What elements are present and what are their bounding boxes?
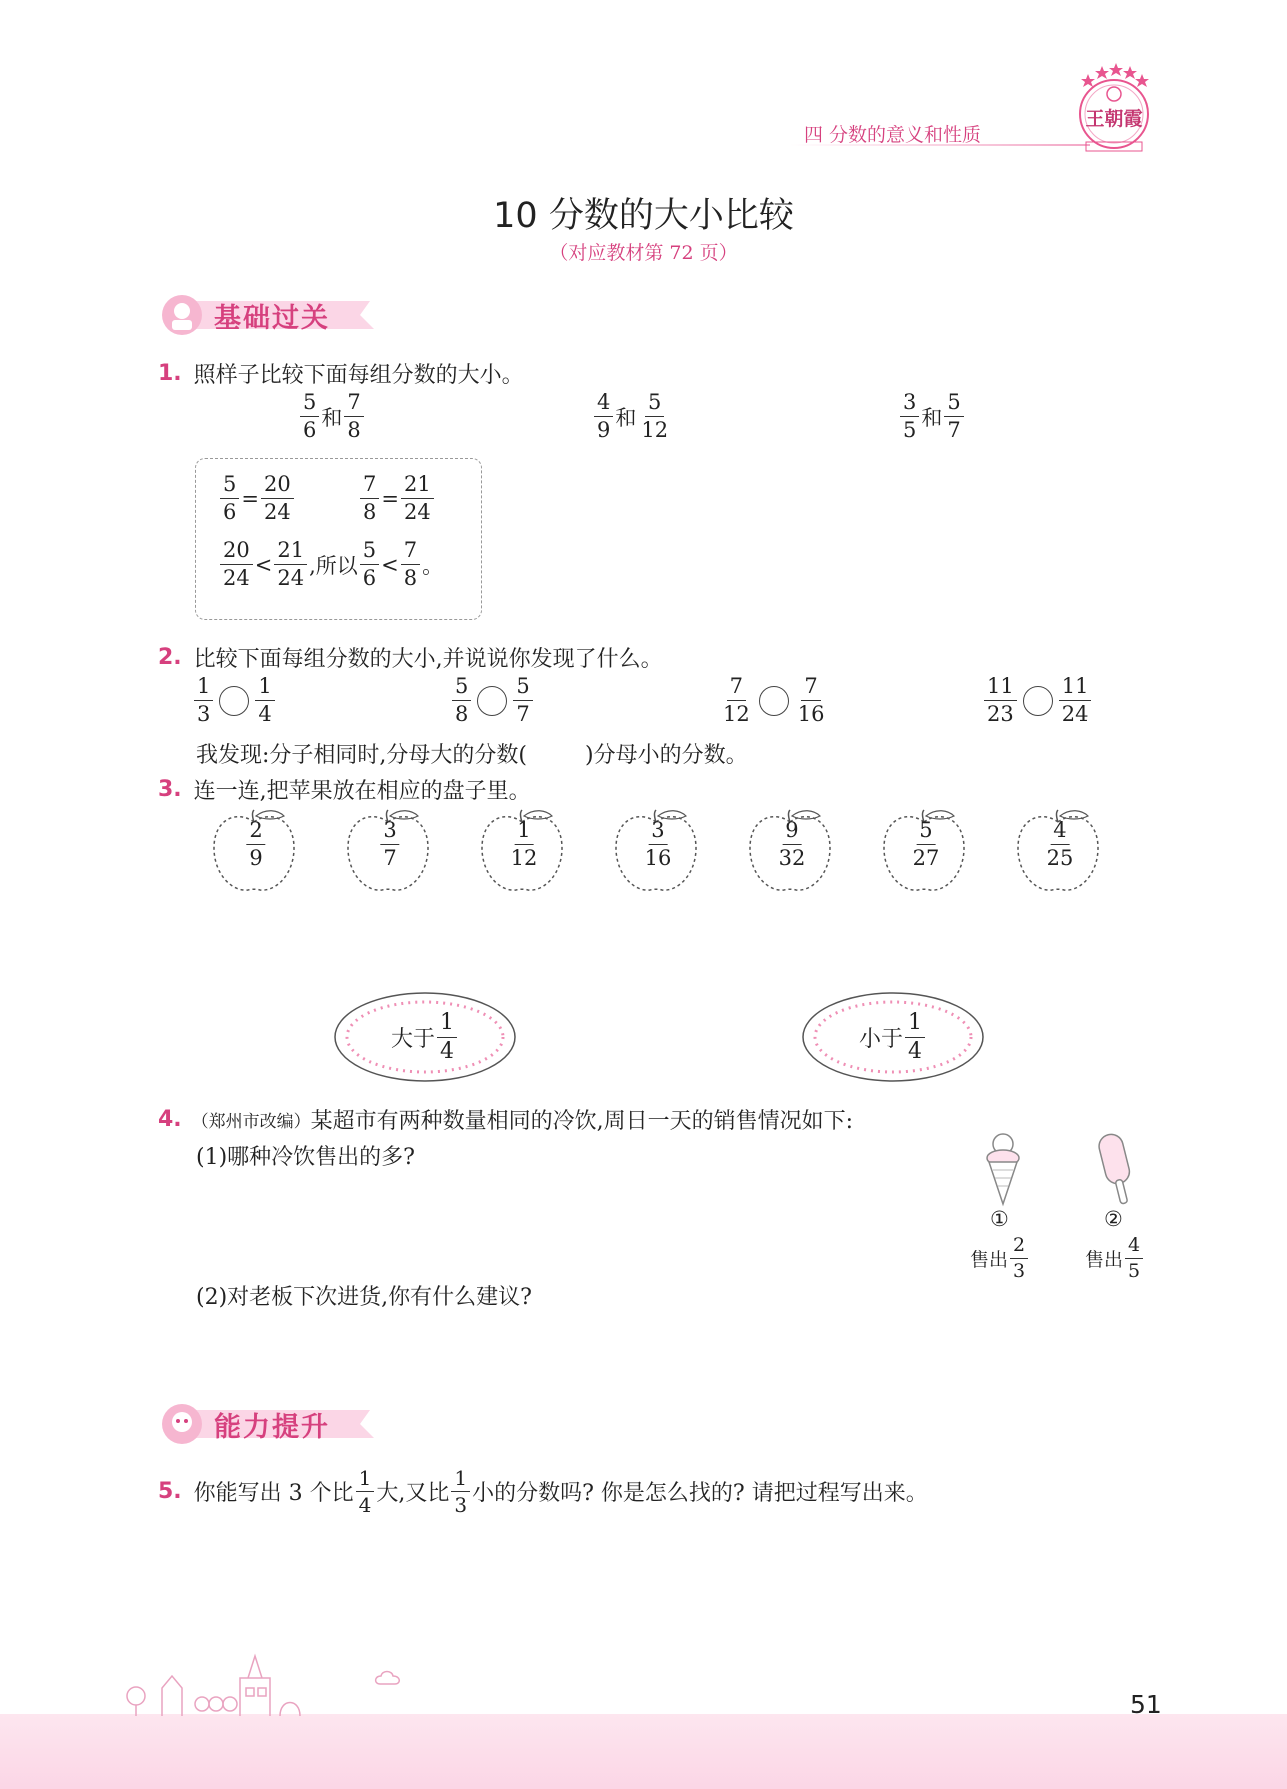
question-1-number: 1. <box>158 361 182 386</box>
apple-6[interactable] <box>878 808 970 894</box>
ice-cream-cone <box>975 1130 1031 1210</box>
apple-2[interactable] <box>342 808 434 894</box>
question-4-stem <box>158 1104 853 1135</box>
apple-fraction: $\frac{4}{25}$ <box>1046 818 1074 870</box>
apple-3[interactable] <box>476 808 568 894</box>
fraction: $\frac{4}{9}$ <box>594 392 613 441</box>
q2-pair-3: $\frac{7}{12}$ $\frac{7}{16}$ <box>723 674 825 726</box>
question-4-number: 4. <box>158 1107 182 1132</box>
fraction: $\frac{5}{12}$ <box>641 390 669 442</box>
example-eq-2: $\frac{7}{8}$ = $\frac{21}{24}$ <box>358 474 436 523</box>
fraction: $\frac{5}{6}$ <box>300 392 319 441</box>
cloud-icon <box>374 1668 402 1688</box>
question-3-number: 3. <box>158 777 182 802</box>
compare-circle-2[interactable] <box>477 686 507 716</box>
page-title: 10 分数的大小比较 <box>493 196 794 236</box>
finding-text-end: )分母小的分数。 <box>585 743 748 768</box>
section-banner-basic <box>160 293 380 337</box>
fraction: $\frac{3}{5}$ <box>900 392 919 441</box>
join-word: 和 <box>921 405 943 430</box>
question-3-stem <box>158 774 531 805</box>
footer-band <box>0 1714 1287 1789</box>
apple-fraction: $\frac{3}{16}$ <box>644 818 672 870</box>
apple-fraction: $\frac{2}{9}$ <box>246 820 265 869</box>
fraction: $\frac{7}{8}$ <box>344 392 363 441</box>
ice-cream-cone-icon <box>975 1130 1031 1210</box>
apple-7[interactable] <box>1012 808 1104 894</box>
question-4-source: （郑州市改编） <box>191 1112 311 1132</box>
compare-circle-1[interactable] <box>219 686 249 716</box>
brand-logo <box>1072 58 1156 156</box>
q2-finding <box>196 738 748 769</box>
popsicle <box>1090 1128 1146 1212</box>
apple-fraction: $\frac{5}{27}$ <box>912 818 940 870</box>
q1-pair-2 <box>592 392 673 441</box>
question-1-text: 照样子比较下面每组分数的大小。 <box>193 363 524 388</box>
page-number: 51 <box>1130 1690 1162 1719</box>
chapter-title: 四 分数的意义和性质 <box>804 124 982 146</box>
popsicle-icon <box>1090 1128 1146 1212</box>
q1-pair-3 <box>898 392 966 441</box>
ice-cream-1-sold: 售出 $\frac{2}{3}$ <box>970 1236 1030 1281</box>
question-5-stem: 5. 你能写出 3 个比 $\frac{1}{4}$ 大,又比 $\frac{1}{3}$ 小的分数吗? 你是怎么找的? 请把过程写出来。 <box>158 1466 928 1517</box>
compare-circle-3[interactable] <box>759 686 789 716</box>
section-title-advanced: 能力提升 <box>214 1412 330 1443</box>
apple-5[interactable] <box>744 808 836 894</box>
question-5-number: 5. <box>158 1479 182 1504</box>
ice-cream-2-mark: ② <box>1104 1207 1123 1231</box>
question-4-text: 某超市有两种数量相同的冷饮,周日一天的销售情况如下: <box>310 1109 854 1134</box>
brand-logo-text: 王朝霞 <box>1085 108 1143 130</box>
chapter-header-bar <box>790 118 1090 148</box>
compare-circle-4[interactable] <box>1023 686 1053 716</box>
join-word: 和 <box>615 405 637 430</box>
q1-pair-1 <box>298 392 366 441</box>
section-banner-advanced <box>160 1402 380 1446</box>
town-illustration-icon <box>120 1648 400 1718</box>
question-2-text: 比较下面每组分数的大小,并说说你发现了什么。 <box>193 647 663 672</box>
plate-label: 大于 <box>390 1026 435 1052</box>
q2-pair-4: $\frac{11}{23}$ $\frac{11}{24}$ <box>982 676 1093 725</box>
plate-less[interactable]: 小于 $\frac{1}{4}$ <box>800 990 986 1084</box>
apple-fraction: $\frac{9}{32}$ <box>778 818 806 870</box>
question-4-sub-1: (1)哪种冷饮售出的多? <box>196 1145 415 1170</box>
example-conclusion: $\frac{20}{24}$ < $\frac{21}{24}$ ,所以 $\frac{5}{6}$ < $\frac{7}{8}$ 。 <box>218 540 443 589</box>
footer-decoration <box>120 1648 400 1718</box>
section-title-basic: 基础过关 <box>214 303 330 334</box>
q2-pair-1: $\frac{1}{3}$ $\frac{1}{4}$ <box>192 676 277 725</box>
apple-4[interactable] <box>610 808 702 894</box>
fraction: $\frac{5}{7}$ <box>944 392 963 441</box>
page-subtitle: （对应教材第 72 页） <box>549 242 738 264</box>
apple-fraction: $\frac{3}{7}$ <box>380 820 399 869</box>
question-2-stem <box>158 642 663 673</box>
ice-cream-2-sold: 售出 $\frac{4}{5}$ <box>1085 1236 1145 1281</box>
apple-fraction: $\frac{1}{12}$ <box>510 818 538 870</box>
question-1-stem <box>158 358 524 389</box>
question-2-number: 2. <box>158 645 182 670</box>
question-4-sub-2: (2)对老板下次进货,你有什么建议? <box>196 1285 532 1310</box>
plate-greater[interactable]: 大于 $\frac{1}{4}$ <box>332 990 518 1084</box>
q2-pair-2: $\frac{5}{8}$ $\frac{5}{7}$ <box>450 676 535 725</box>
join-word: 和 <box>321 405 343 430</box>
apple-1[interactable] <box>208 808 300 894</box>
question-3-text: 连一连,把苹果放在相应的盘子里。 <box>193 779 531 804</box>
finding-text-start: 我发现:分子相同时,分母大的分数( <box>196 743 527 768</box>
footer-cloud <box>374 1668 402 1688</box>
ice-cream-1-mark: ① <box>990 1207 1009 1231</box>
example-eq-1: $\frac{5}{6}$ = $\frac{20}{24}$ <box>218 474 296 523</box>
plate-label: 小于 <box>858 1026 903 1052</box>
